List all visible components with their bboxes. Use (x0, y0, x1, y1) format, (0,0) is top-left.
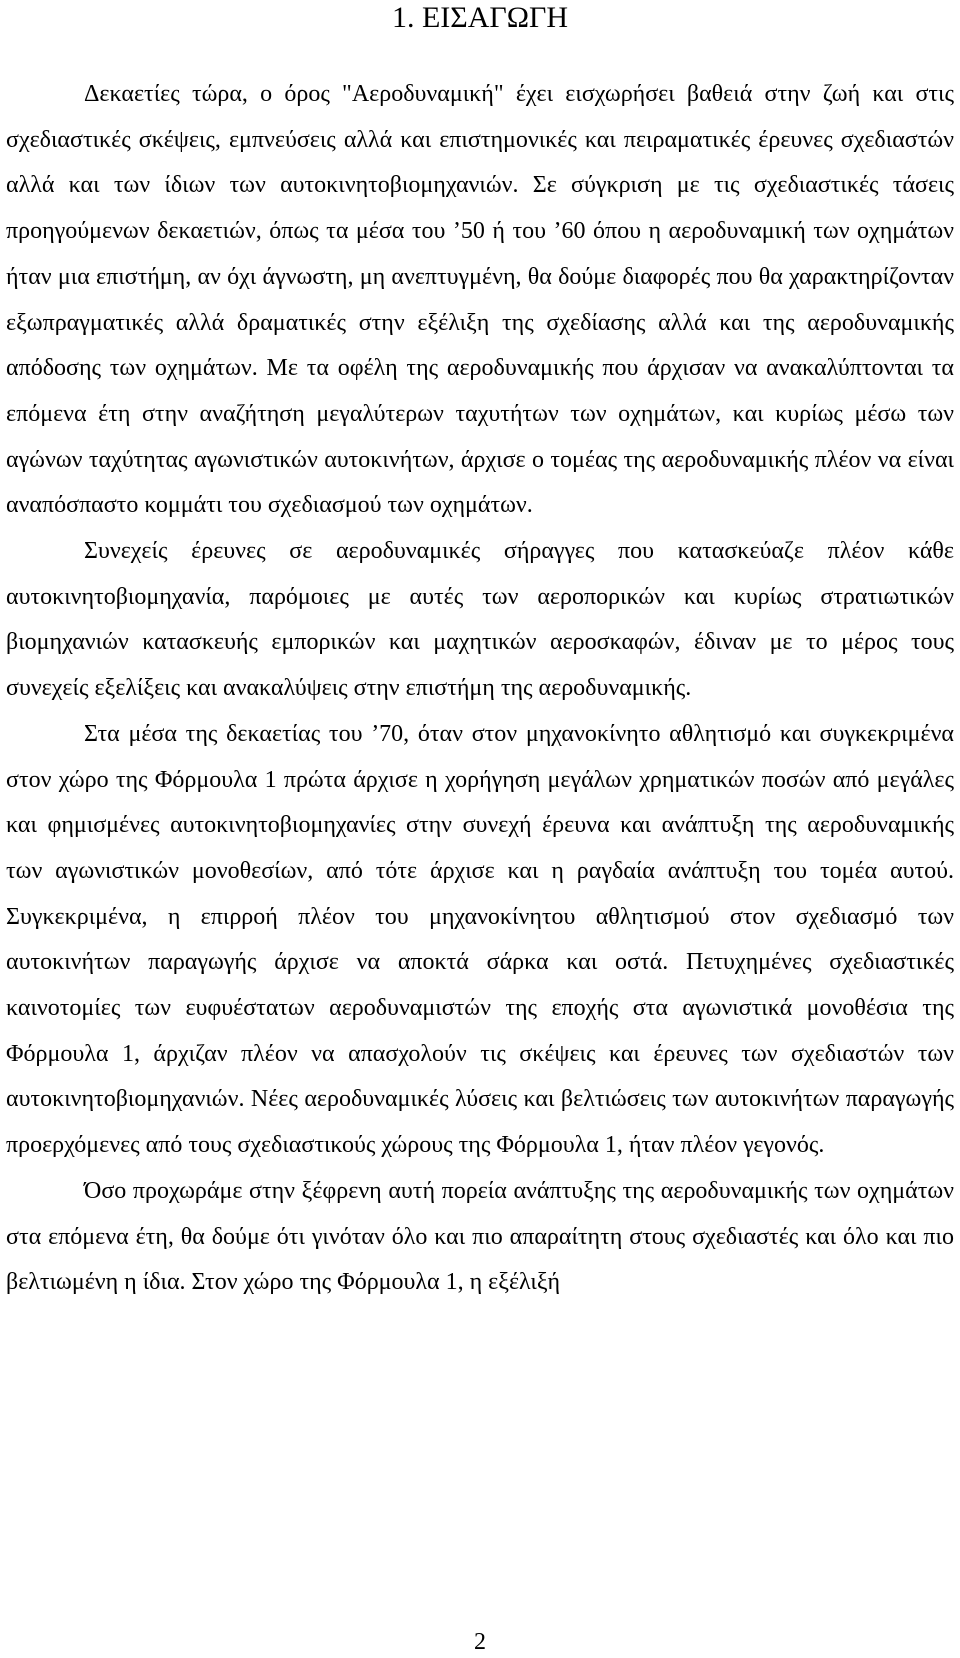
paragraph-4: Όσο προχωράμε στην ξέφρενη αυτή πορεία ανάπτυξης της αεροδυναμικής των οχημάτων στα επόμενα έτη, θα δούμε ότι γινόταν όλο και πιο απαραίτητη στους σχεδιαστές και όλο και πιο βελτιωμένη η ίδια. Στον χώρο της Φόρμουλα 1, η εξέλιξή (6, 1177, 954, 1296)
section-heading: 1. ΕΙΣΑΓΩΓΗ (391, 1, 569, 34)
body-text (6, 72, 954, 1306)
paragraph-2: Συνεχείς έρευνες σε αεροδυναμικές σήραγγες που κατασκεύαζε πλέον κάθε αυτοκινητοβιομηχανία, παρόμοιες με αυτές των αεροπορικών και κυρίως στρατιωτικών βιομηχανιών κατασκευής εμπορικών και μαχητικών αεροσκαφών, έδιναν με το μέρος τους συνεχείς εξελίξεις και ανακαλύψεις στην επιστήμη της αεροδυναμικής. (6, 538, 954, 702)
page-number: 2 (474, 1629, 486, 1655)
paragraph-3: Στα μέσα της δεκαετίας του ’70, όταν στον μηχανοκίνητο αθλητισμό και συγκεκριμένα στον χώρο της Φόρμουλα 1 πρώτα άρχισε η χορήγηση μεγάλων χρηματικών ποσών από μεγάλες και φημισμένες αυτοκινητοβιομηχανίες στην συνεχή έρευνα και ανάπτυξη της αεροδυναμικής των αγωνιστικών μονοθεσίων, από τότε άρχισε και η ραγδαία ανάπτυξη του τομέα αυτού. Συγκεκριμένα, η επιρροή πλέον του μηχανοκίνητου αθλητισμού στον σχεδιασμό των αυτοκινήτων παραγωγής άρχισε να αποκτά σάρκα και οστά. Πετυχημένες σχεδιαστικές καινοτομίες των ευφυέστατων αεροδυναμιστών της εποχής στα αγωνιστικά μονοθέσια της Φόρμουλα 1, άρχιζαν πλέον να απασχολούν τις σκέψεις και έρευνες των σχεδιαστών των αυτοκινητοβιομηχανιών. Νέες αεροδυναμικές λύσεις και βελτιώσεις των αυτοκινήτων παραγωγής προερχόμενες από τους σχεδιαστικούς χώρους της Φόρμουλα 1, ήταν πλέον γεγονός. (6, 720, 954, 1159)
paragraph-1: Δεκαετίες τώρα, ο όρος "Αεροδυναμική" έχει εισχωρήσει βαθειά στην ζωή και στις σχεδιαστικές σκέψεις, εμπνεύσεις αλλά και επιστημονικές και πειραματικές έρευνες σχεδιαστών αλλά και των ίδιων των αυτοκινητοβιομηχανιών. Σε σύγκριση με τις σχεδιαστικές τάσεις προηγούμενων δεκαετιών, όπως τα μέσα του ’50 ή του ’60 όπου η αεροδυναμική των οχημάτων ήταν μια επιστήμη, αν όχι άγνωστη, μη ανεπτυγμένη, θα δούμε διαφορές που θα χαρακτηρίζονταν εξωπραγματικές αλλά δραματικές στην εξέλιξη της σχεδίασης αλλά και της αεροδυναμικής απόδοσης των οχημάτων. Με τα οφέλη της αεροδυναμικής που άρχισαν να ανακαλύπτονται τα επόμενα έτη στην αναζήτηση μεγαλύτερων ταχυτήτων των οχημάτων, και κυρίως μέσω των αγώνων ταχύτητας αγωνιστικών αυτοκινήτων, άρχισε ο τομέας της αεροδυναμικής πλέον να είναι αναπόσπαστο κομμάτι του σχεδιασμού των οχημάτων. (6, 81, 954, 519)
